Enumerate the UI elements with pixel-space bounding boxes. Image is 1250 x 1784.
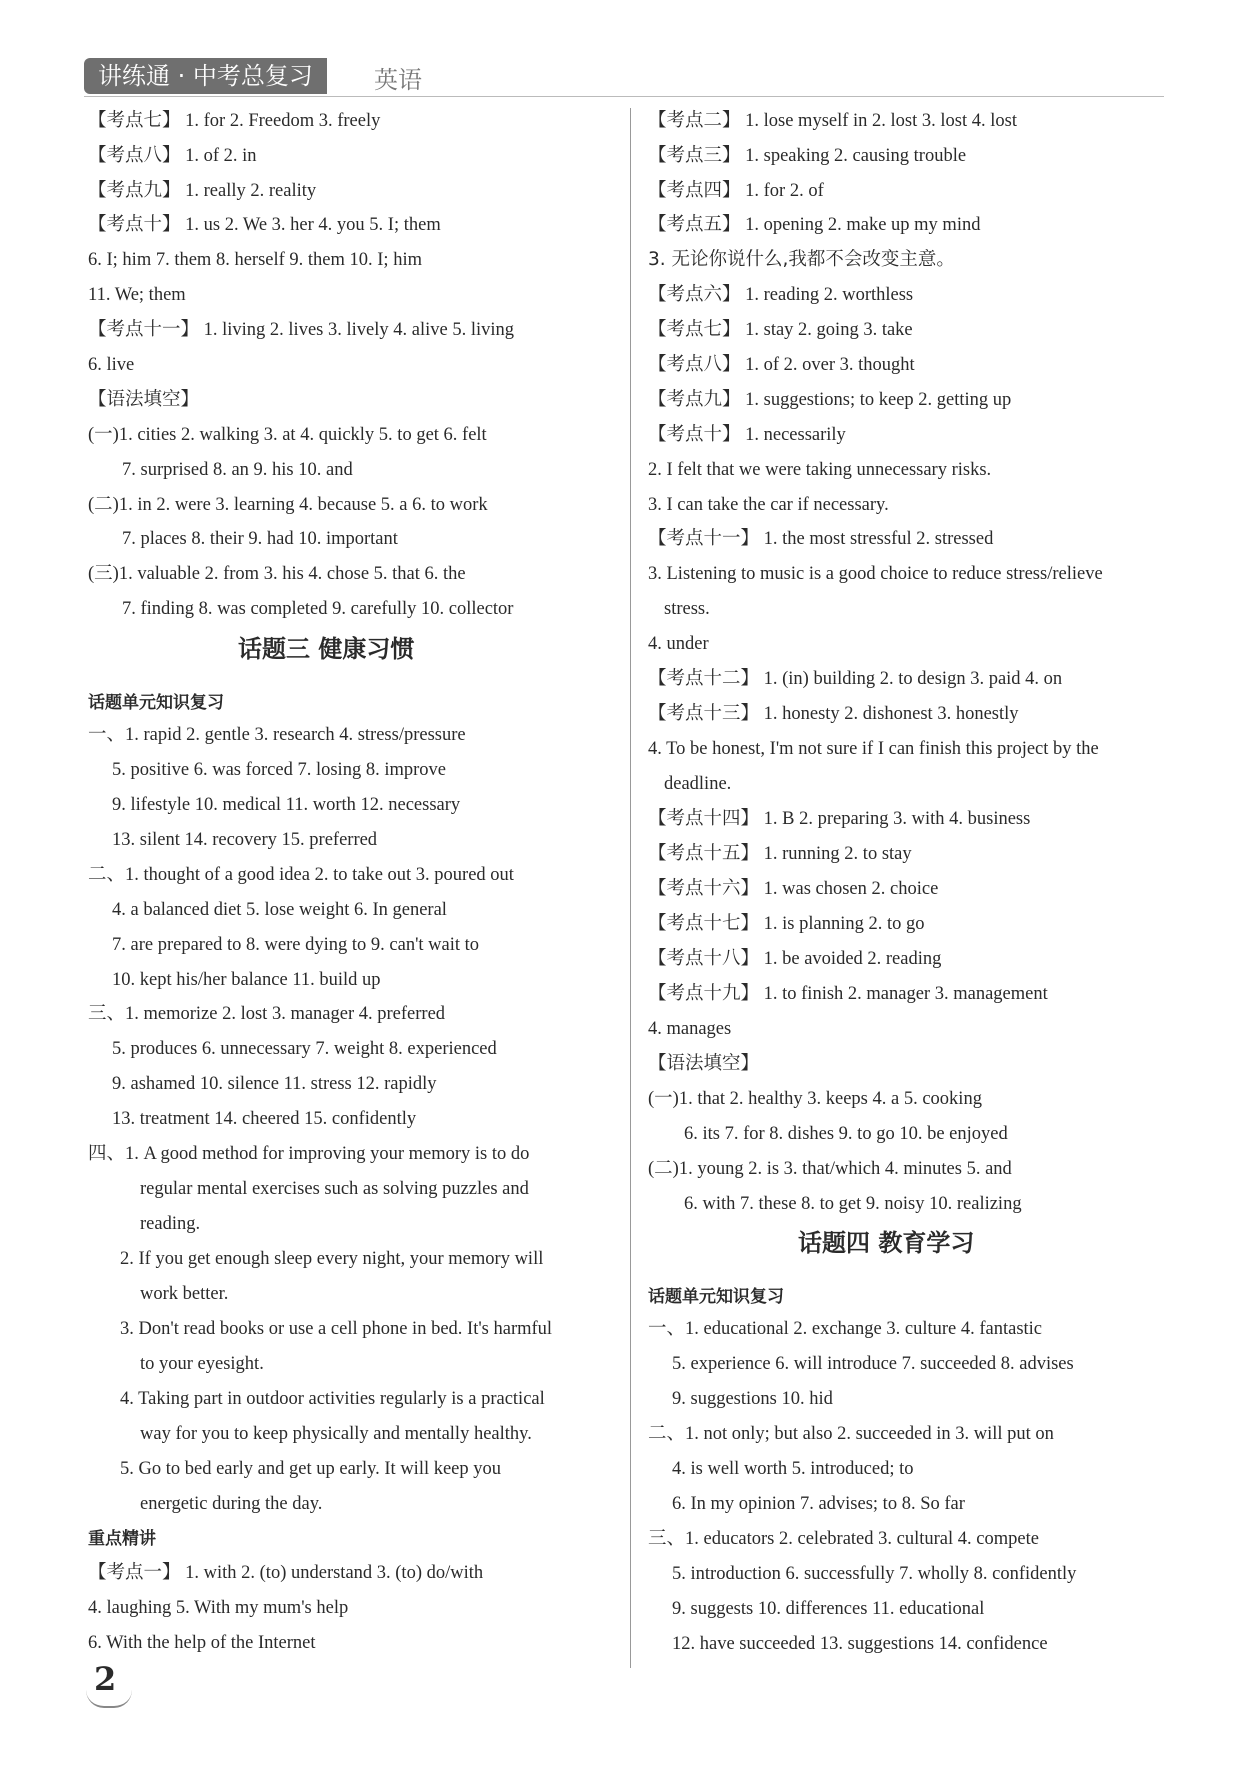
answer-line: 4. under bbox=[648, 634, 709, 654]
answer-line: 9. suggestions 10. hid bbox=[672, 1389, 833, 1409]
answer-line: 4. To be honest, I'm not sure if I can finish this project by the bbox=[648, 739, 1099, 759]
answer-line: 【考点十一】 1. living 2. lives 3. lively 4. alive 5. living bbox=[88, 320, 514, 340]
answer-line: 【考点一】 1. with 2. (to) understand 3. (to) do/with bbox=[88, 1563, 484, 1583]
answer-line: 二、1. thought of a good idea 2. to take out 3. poured out bbox=[88, 865, 514, 885]
section-subheading: 重点精讲 bbox=[88, 1529, 156, 1549]
answer-line: 【考点五】 1. opening 2. make up my mind bbox=[648, 215, 981, 235]
answer-line: 【考点十五】 1. running 2. to stay bbox=[648, 844, 912, 864]
answer-line: 4. laughing 5. With my mum's help bbox=[88, 1598, 349, 1618]
answer-line: 11. We; them bbox=[88, 285, 186, 305]
answer-line: 【考点七】 1. stay 2. going 3. take bbox=[648, 320, 913, 340]
page-header bbox=[84, 52, 1164, 96]
answer-line: 一、1. educational 2. exchange 3. culture 4. fantastic bbox=[648, 1319, 1043, 1339]
answer-line: 7. are prepared to 8. were dying to 9. can't wait to bbox=[112, 935, 480, 955]
answer-line: 4. Taking part in outdoor activities regularly is a practical bbox=[120, 1389, 545, 1409]
answer-line: 【考点八】 1. of 2. in bbox=[88, 146, 257, 166]
answer-line: 5. Go to bed early and get up early. It will keep you bbox=[120, 1459, 502, 1479]
answer-line: 5. introduction 6. successfully 7. wholly 8. confidently bbox=[672, 1564, 1077, 1584]
answer-line: 【考点三】 1. speaking 2. causing trouble bbox=[648, 146, 967, 166]
answer-line: 6. with 7. these 8. to get 9. noisy 10. realizing bbox=[684, 1194, 1022, 1214]
answer-line: (二)1. young 2. is 3. that/which 4. minutes 5. and bbox=[648, 1159, 1012, 1179]
answer-line: 三、1. memorize 2. lost 3. manager 4. preferred bbox=[88, 1004, 446, 1024]
answer-line: 【考点九】 1. really 2. reality bbox=[88, 181, 317, 201]
answer-line: 3. Listening to music is a good choice to reduce stress/relieve bbox=[648, 564, 1103, 584]
book-title: 讲练通 · 中考总复习 bbox=[84, 58, 327, 94]
answer-line: to your eyesight. bbox=[140, 1354, 264, 1374]
answer-line: 9. suggests 10. differences 11. educational bbox=[672, 1599, 985, 1619]
answer-line: 【考点十六】 1. was chosen 2. choice bbox=[648, 879, 939, 899]
answer-line: 5. experience 6. will introduce 7. succeeded 8. advises bbox=[672, 1354, 1074, 1374]
answer-line: 6. I; him 7. them 8. herself 9. them 10. I; him bbox=[88, 250, 422, 270]
answer-line: 6. With the help of the Internet bbox=[88, 1633, 316, 1653]
answer-line: 7. surprised 8. an 9. his 10. and bbox=[122, 460, 353, 480]
answer-line: 四、1. A good method for improving your memory is to do bbox=[88, 1144, 530, 1164]
answer-line: work better. bbox=[140, 1284, 229, 1304]
header-rule bbox=[84, 96, 1164, 97]
answer-line: 【考点十二】 1. (in) building 2. to design 3. paid 4. on bbox=[648, 669, 1063, 689]
answer-line: 2. If you get enough sleep every night, your memory will bbox=[120, 1249, 544, 1269]
answer-line: 【考点十】 1. us 2. We 3. her 4. you 5. I; them bbox=[88, 215, 441, 235]
answer-line: energetic during the day. bbox=[140, 1494, 323, 1514]
answer-line: 【语法填空】 bbox=[88, 390, 200, 410]
topic-heading: 话题三 健康习惯 bbox=[238, 635, 415, 663]
answer-line: 3. 无论你说什么,我都不会改变主意。 bbox=[648, 249, 955, 270]
answer-line: 9. ashamed 10. silence 11. stress 12. rapidly bbox=[112, 1074, 437, 1094]
answer-line: 4. is well worth 5. introduced; to bbox=[672, 1459, 914, 1479]
answer-line: 【考点七】 1. for 2. Freedom 3. freely bbox=[88, 111, 381, 131]
answer-line: 【考点九】 1. suggestions; to keep 2. getting up bbox=[648, 390, 1012, 410]
answer-line: 【考点十四】 1. B 2. preparing 3. with 4. business bbox=[648, 809, 1031, 829]
answer-line: 3. Don't read books or use a cell phone in bed. It's harmful bbox=[120, 1319, 553, 1339]
answer-line: 12. have succeeded 13. suggestions 14. confidence bbox=[672, 1634, 1048, 1654]
answer-line: deadline. bbox=[664, 774, 732, 794]
answer-line: 4. manages bbox=[648, 1019, 732, 1039]
answer-line: 一、1. rapid 2. gentle 3. research 4. stress/pressure bbox=[88, 725, 466, 745]
answer-line: stress. bbox=[664, 599, 710, 619]
answer-line: 5. produces 6. unnecessary 7. weight 8. experienced bbox=[112, 1039, 497, 1059]
answer-line: 【考点十七】 1. is planning 2. to go bbox=[648, 914, 925, 934]
answer-line: 【考点十】 1. necessarily bbox=[648, 425, 846, 445]
answer-line: 4. a balanced diet 5. lose weight 6. In general bbox=[112, 900, 447, 920]
answer-line: 2. I felt that we were taking unnecessary risks. bbox=[648, 460, 992, 480]
answer-line: 13. treatment 14. cheered 15. confidently bbox=[112, 1109, 417, 1129]
answer-line: (一)1. cities 2. walking 3. at 4. quickly 5. to get 6. felt bbox=[88, 425, 487, 445]
section-subheading: 话题单元知识复习 bbox=[88, 693, 224, 713]
answer-line: 【考点十九】 1. to finish 2. manager 3. management bbox=[648, 984, 1048, 1004]
answer-line: 【语法填空】 bbox=[648, 1054, 760, 1074]
answer-line: 【考点四】 1. for 2. of bbox=[648, 181, 824, 201]
answer-line: 6. In my opinion 7. advises; to 8. So far bbox=[672, 1494, 965, 1514]
answer-line: 10. kept his/her balance 11. build up bbox=[112, 970, 381, 990]
page-number-ornament bbox=[86, 1690, 132, 1708]
answer-line: 【考点八】 1. of 2. over 3. thought bbox=[648, 355, 915, 375]
answer-line: 6. live bbox=[88, 355, 135, 375]
subject-label: 英语 bbox=[374, 66, 422, 94]
answer-line: 【考点十八】 1. be avoided 2. reading bbox=[648, 949, 942, 969]
answer-line: way for you to keep physically and mentally healthy. bbox=[140, 1424, 532, 1444]
answer-line: (一)1. that 2. healthy 3. keeps 4. a 5. cooking bbox=[648, 1089, 982, 1109]
answer-line: 三、1. educators 2. celebrated 3. cultural 4. compete bbox=[648, 1529, 1039, 1549]
answer-line: 9. lifestyle 10. medical 11. worth 12. necessary bbox=[112, 795, 461, 815]
answer-line: (二)1. in 2. were 3. learning 4. because 5. a 6. to work bbox=[88, 495, 488, 515]
answer-line: 【考点二】 1. lose myself in 2. lost 3. lost 4. lost bbox=[648, 111, 1017, 131]
column-divider bbox=[630, 108, 631, 1668]
answer-line: 6. its 7. for 8. dishes 9. to go 10. be enjoyed bbox=[684, 1124, 1008, 1144]
section-subheading: 话题单元知识复习 bbox=[648, 1287, 784, 1307]
topic-heading: 话题四 教育学习 bbox=[798, 1229, 975, 1257]
answer-line: 13. silent 14. recovery 15. preferred bbox=[112, 830, 378, 850]
answer-line: (三)1. valuable 2. from 3. his 4. chose 5. that 6. the bbox=[88, 564, 466, 584]
answer-line: 5. positive 6. was forced 7. losing 8. improve bbox=[112, 760, 446, 780]
page-number: 2 bbox=[94, 1660, 117, 1698]
answer-line: 【考点六】 1. reading 2. worthless bbox=[648, 285, 914, 305]
answer-line: 7. finding 8. was completed 9. carefully 10. collector bbox=[122, 599, 514, 619]
answer-line: reading. bbox=[140, 1214, 201, 1234]
answer-line: 【考点十一】 1. the most stressful 2. stressed bbox=[648, 529, 994, 549]
answer-line: 【考点十三】 1. honesty 2. dishonest 3. honestly bbox=[648, 704, 1019, 724]
answer-line: 7. places 8. their 9. had 10. important bbox=[122, 529, 398, 549]
answer-line: 二、1. not only; but also 2. succeeded in 3. will put on bbox=[648, 1424, 1054, 1444]
answer-line: regular mental exercises such as solving puzzles and bbox=[140, 1179, 529, 1199]
answer-line: 3. I can take the car if necessary. bbox=[648, 495, 889, 515]
